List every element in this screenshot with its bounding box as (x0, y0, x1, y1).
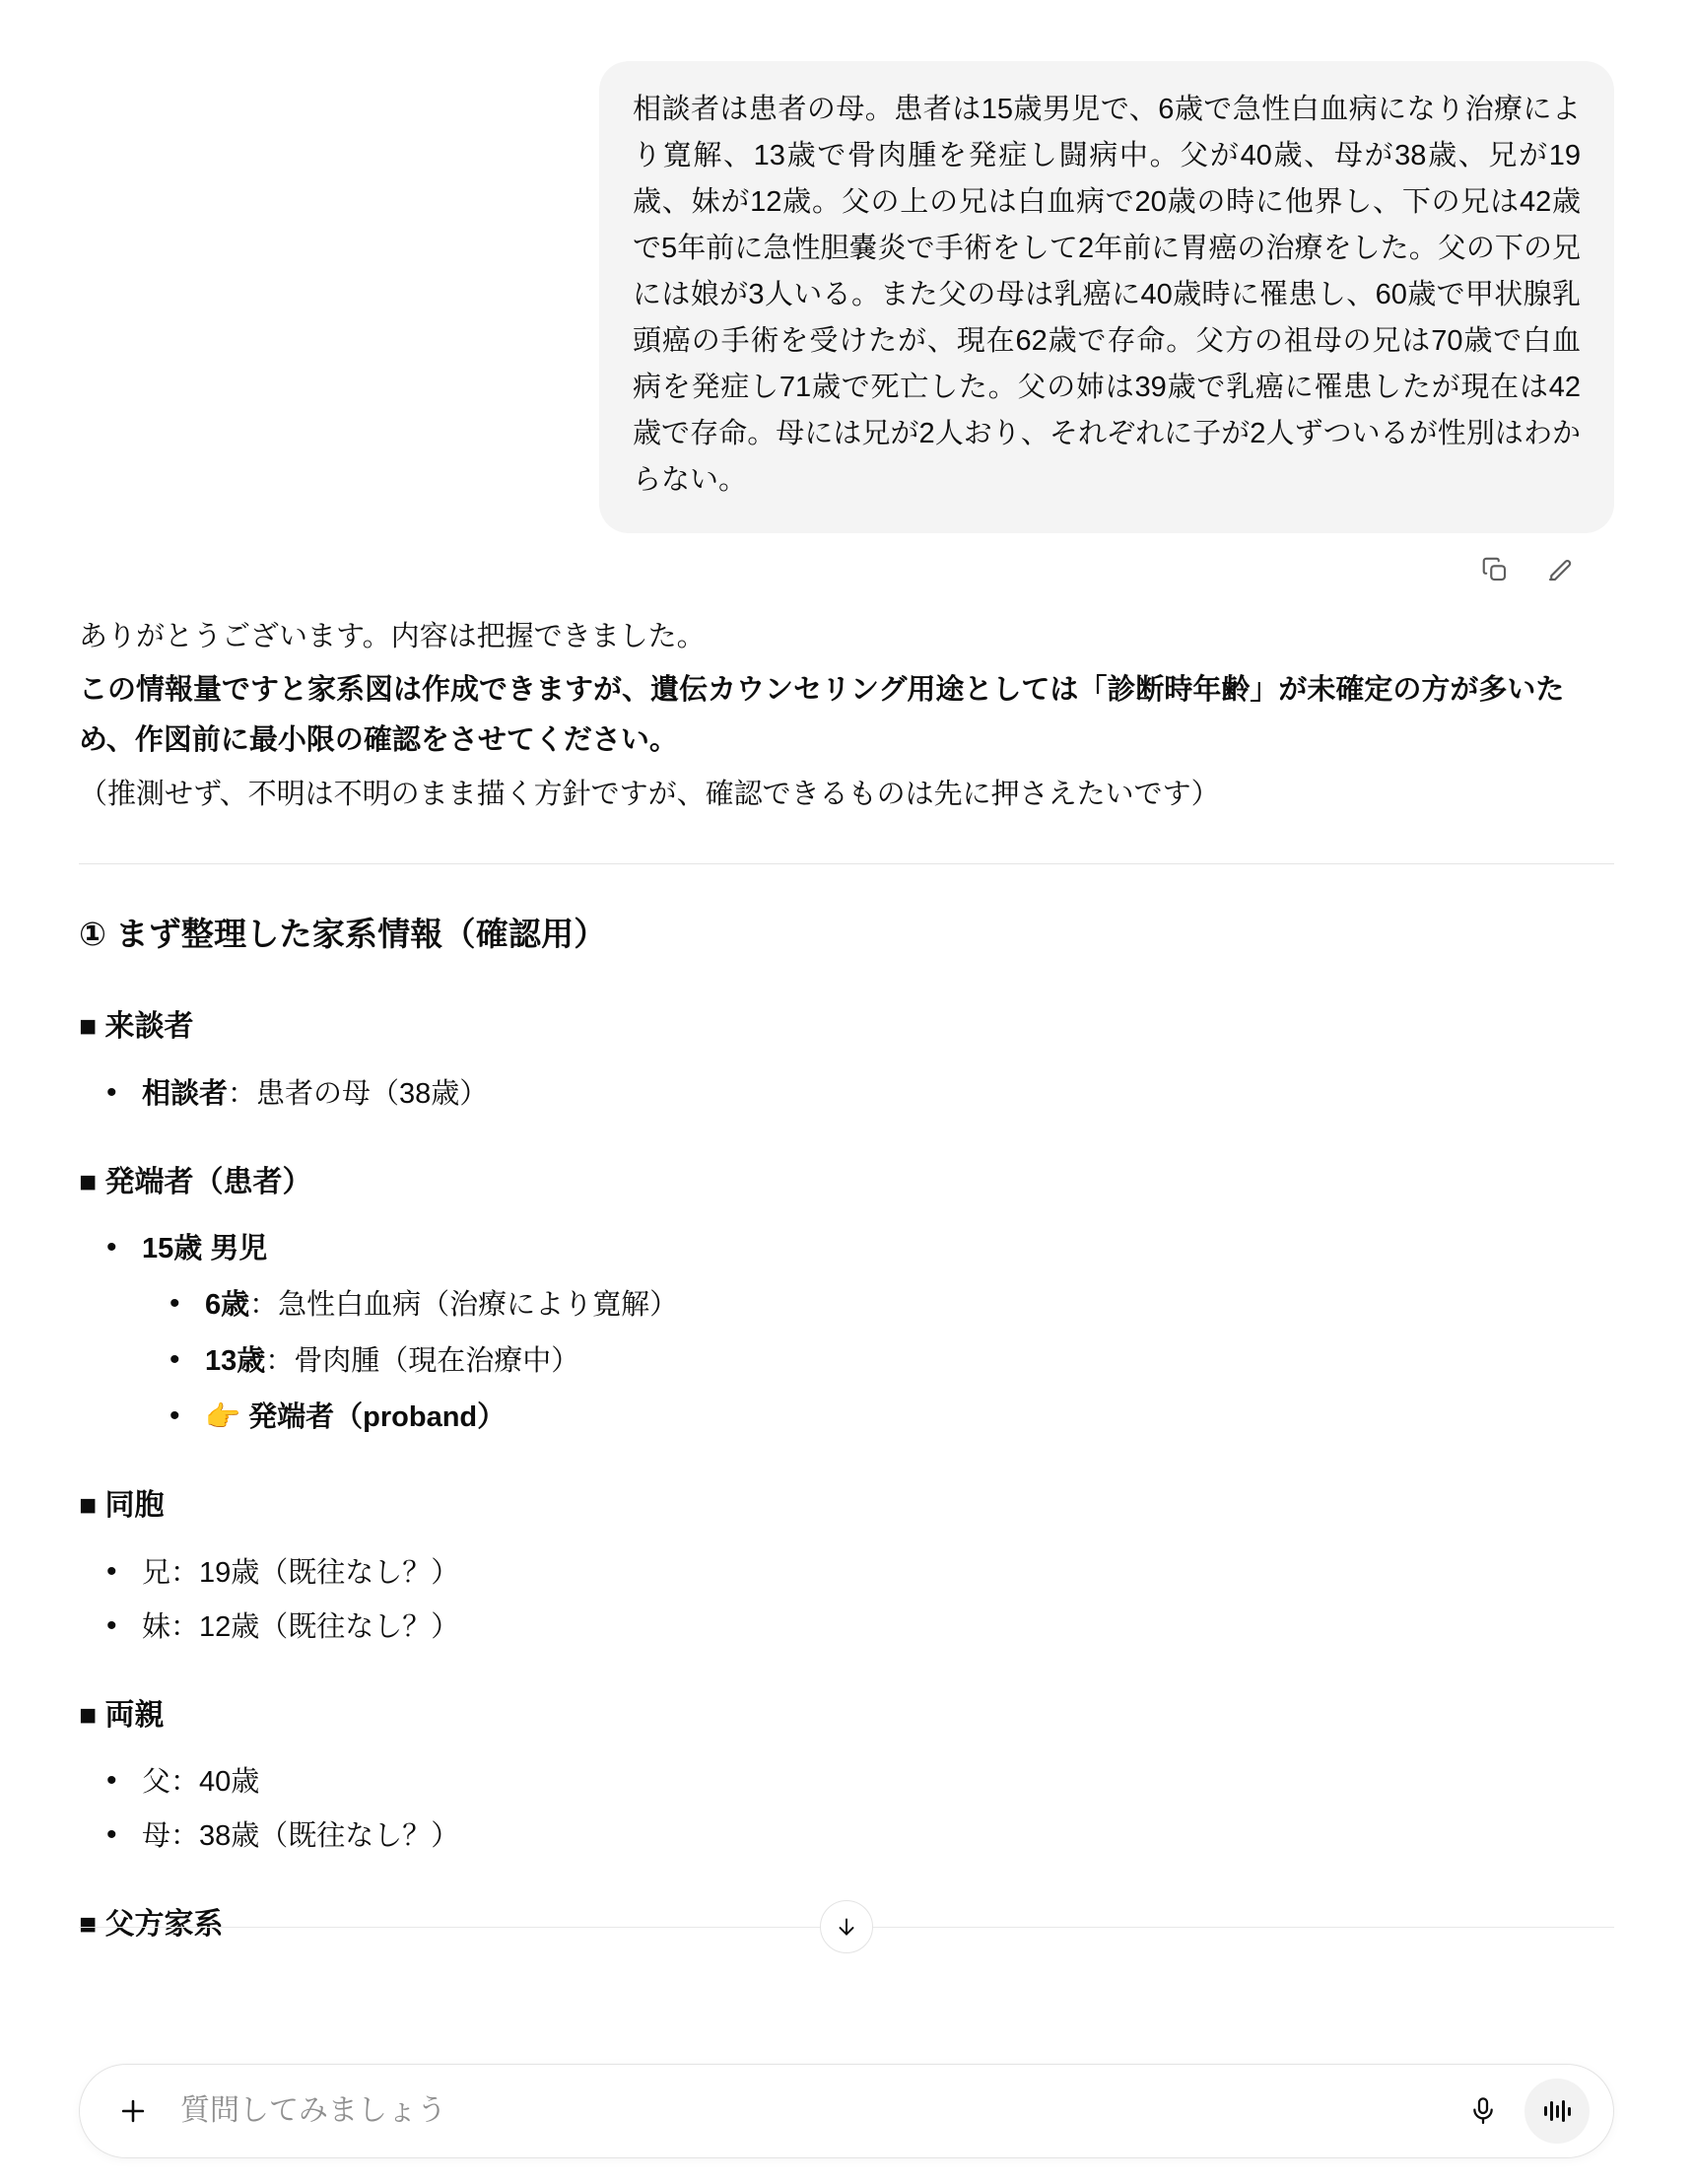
nested-list-proband (142, 1282, 1614, 1441)
list-item: • 母：38歳（既往なし？） (134, 1813, 1614, 1860)
group-heading-siblings: ■ 同胞 (79, 1489, 165, 1523)
copy-icon[interactable] (1476, 551, 1514, 588)
list-item: • 妹：12歳（既往なし？） (134, 1604, 1614, 1651)
group-heading-visitor: ■ 来談者 (79, 1010, 194, 1044)
list-item (197, 1282, 1614, 1329)
list-item (134, 1071, 1614, 1118)
list-item: • 父：40歳 (134, 1759, 1614, 1806)
list-item-bold: 15歳 男児 (142, 1233, 268, 1265)
user-message-bubble: 相談者は患者の母。患者は15歳男児で、6歳で急性白血病になり治療により寛解、13歳で骨肉腫を発症し闘病中。父が40歳、母が38歳、兄が19歳、妹が12歳。父の上の兄は白血病で20歳の時に他界し、下の兄は42歳で5年前に急性胆嚢炎で手術をして2年前に胃癌の治療をした。父の下の兄には娘が3人いる。また父の母は乳癌に40歳時に罹患し、60歳で甲状腺乳頭癌の手術を受けたが、現在62歳で存命。父方の祖母の兄は70歳で白血病を発症し71歳で死亡した。父の姉は39歳で乳癌に罹患したが現在は42歳で存命。母には兄が2人おり、それぞれに子が2人ずついるが性別はわからない。 (599, 61, 1614, 533)
scroll-down-button[interactable] (820, 1900, 873, 1953)
list-item-text: ：急性白血病（治療により寛解） (249, 1289, 679, 1322)
user-message-row (79, 0, 1614, 533)
group-list-parents (79, 1759, 1614, 1860)
list-item: • 兄：19歳（既往なし？） (134, 1550, 1614, 1597)
assistant-line-2: この情報量ですと家系図は作成できますが、遺伝カウンセリング用途としては「診断時年齢」が未確定の方が多いため、作図前に最小限の確認をさせてください。 (79, 674, 1565, 757)
assistant-message (79, 588, 1614, 1951)
list-item-bold: 13歳 (205, 1345, 266, 1378)
group-list-proband (79, 1226, 1614, 1441)
divider (79, 863, 1614, 864)
assistant-line-1: ありがとうございます。内容は把握できました。 (79, 620, 706, 652)
section-title-1: ① まず整理した家系情報（確認用） (79, 915, 607, 952)
microphone-icon[interactable] (1456, 2083, 1511, 2139)
edit-icon[interactable] (1541, 551, 1579, 588)
add-attachment-icon[interactable] (107, 2085, 159, 2137)
list-item-bold: 6歳 (205, 1289, 250, 1322)
group-list-visitor (79, 1071, 1614, 1118)
list-item (197, 1338, 1614, 1385)
assistant-line-3: （推測せず、不明は不明のまま描く方針ですが、確認できるものは先に押さえたいです） (79, 778, 1220, 810)
message-actions (79, 533, 1614, 588)
list-item (134, 1226, 1614, 1441)
group-list-siblings (79, 1550, 1614, 1651)
group-heading-parents: ■ 両親 (79, 1698, 165, 1732)
list-item-text: ：骨肉腫（現在治療中） (265, 1345, 580, 1378)
group-heading-proband: ■ 発端者（患者） (79, 1165, 312, 1198)
list-item-bold: 👉 発端者（proband） (205, 1401, 507, 1434)
voice-mode-button[interactable] (1524, 2079, 1590, 2144)
list-item-text: ：患者の母（38歳） (228, 1077, 489, 1110)
list-item-bold: 相談者 (142, 1077, 229, 1110)
group-heading-paternal: ■ 父方家系 (79, 1908, 224, 1942)
list-item (197, 1395, 1614, 1441)
message-input[interactable] (159, 2093, 1456, 2129)
waveform-icon (1544, 2100, 1571, 2122)
composer-bar (79, 2064, 1614, 2158)
